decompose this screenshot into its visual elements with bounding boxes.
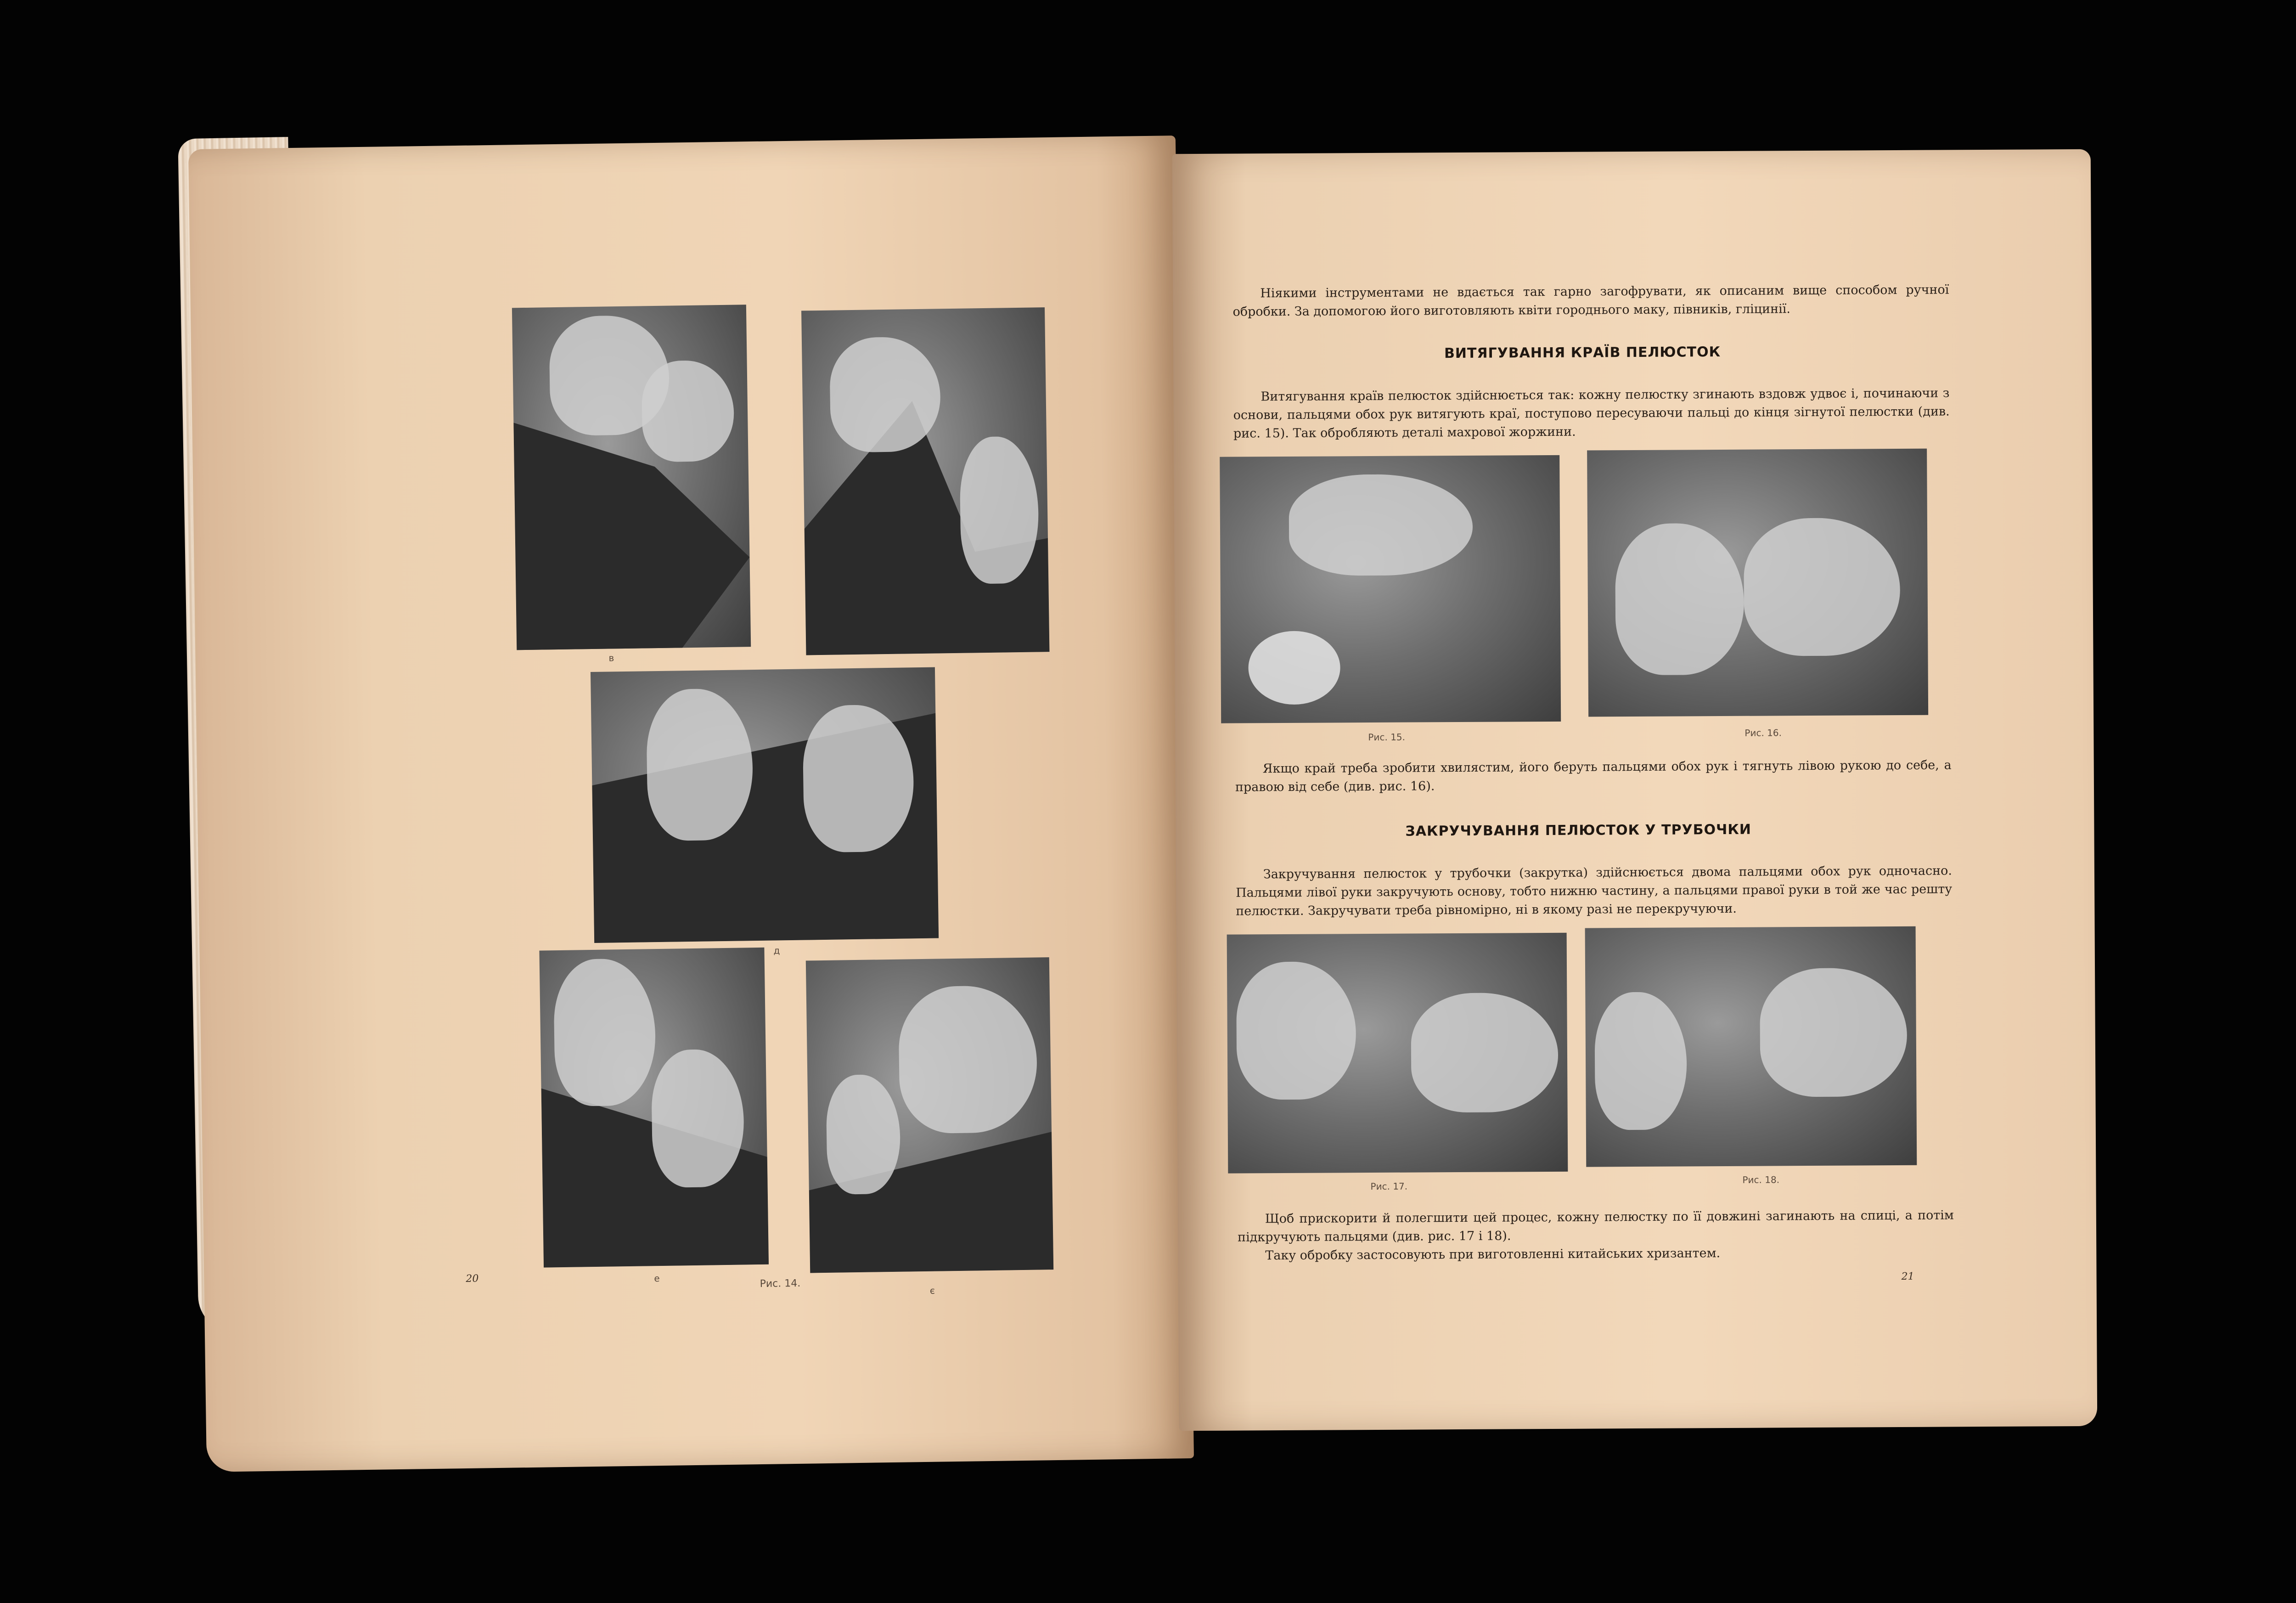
photo-d: [591, 667, 939, 943]
section-heading-curling: ЗАКРУЧУВАННЯ ПЕЛЮСТОК У ТРУБОЧКИ: [1405, 821, 1752, 840]
photo-g: [801, 307, 1049, 655]
photo-ie: [539, 948, 769, 1268]
subfigure-label-ie: е: [654, 1273, 660, 1284]
wavy-edge-paragraph: Якщо край треба зробити хвилястим, його беруть пальцями обох рук і тягнуть лівою рукою до себе, а правою від себе (див. рис. 16).: [1235, 758, 1952, 795]
subfigure-label-d: д: [773, 945, 780, 956]
figure-caption-18: Рис. 18.: [1742, 1174, 1780, 1185]
section-heading-stretching: ВИТЯГУВАННЯ КРАЇВ ПЕЛЮСТОК: [1444, 344, 1721, 362]
photo-15: [1220, 455, 1561, 723]
photo-16: [1587, 449, 1928, 717]
closing-paragraph: Таку обробку застосовують при виготовленні китайських хризантем.: [1265, 1246, 1721, 1263]
figure-caption-15: Рис. 15.: [1368, 731, 1406, 743]
left-page: [188, 135, 1194, 1472]
figure-caption-16: Рис. 16.: [1745, 727, 1782, 739]
stretching-paragraph: Витягування країв пелюсток здійснюється так: кожну пелюстку згинають вздовж удвоє і, починаючи з основи, пальцями обох рук витягують краї, поступово пересуваючи пальці до кінця зігнутої пелюстки (див. рис. 15). Так обробляють деталі махрової жоржини.: [1233, 386, 1950, 441]
photo-18: [1585, 926, 1917, 1167]
right-page-number: 21: [1901, 1270, 1914, 1282]
photo-17: [1227, 933, 1568, 1174]
figure-caption-17: Рис. 17.: [1370, 1180, 1408, 1192]
photo-ye: [806, 957, 1053, 1273]
left-page-number: 20: [466, 1273, 479, 1285]
figure-caption-14: Рис. 14.: [760, 1277, 801, 1290]
subfigure-label-v: в: [608, 652, 614, 664]
intro-paragraph: Ніякими інструментами не вдається так гарно загофрувати, як описаним вище способом ручної обробки. За допомогою його виготовляють квіти городнього маку, півників, гліцинії.: [1232, 282, 1949, 319]
needle-paragraph: Щоб прискорити й полегшити цей процес, кожну пелюстку по її довжині загинають на спиці, а потім підкручують пальцями (див. рис. 17 і 18).: [1238, 1208, 1954, 1245]
photo-v: [512, 305, 751, 650]
curling-paragraph: Закручування пелюсток у трубочки (закрутка) здійснюється двома пальцями обох рук одночасно. Пальцями лівої руки закручують основу, тобто нижню частину, а пальцями правої руки в той же час решту пелюстки. Закручувати треба рівномірно, ні в якому разі не перекручуючи.: [1236, 864, 1953, 919]
right-page: [1172, 149, 2098, 1431]
subfigure-label-ye: є: [929, 1285, 935, 1296]
